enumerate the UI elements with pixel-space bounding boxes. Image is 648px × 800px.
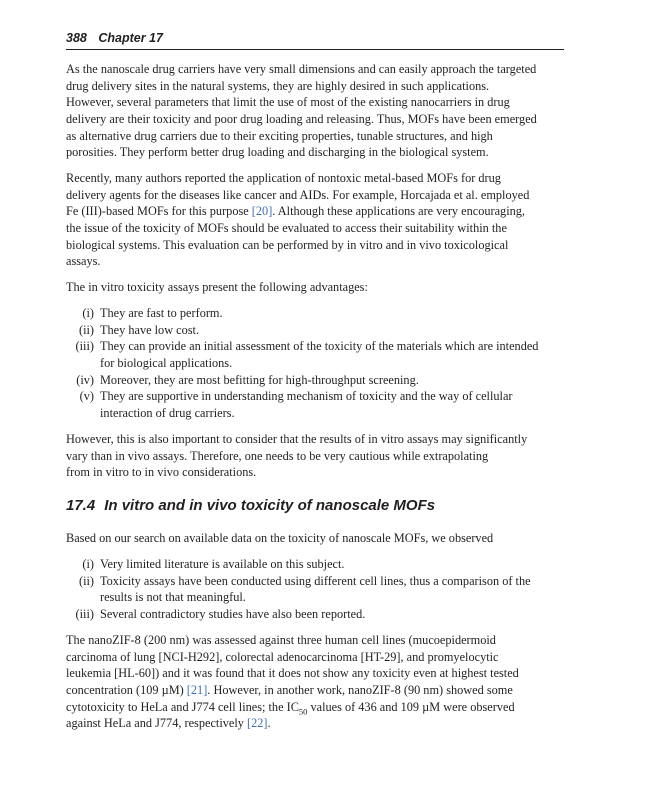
text-line: Based on our search on available data on the toxicity of nanoscale MOFs, we observed [66, 531, 494, 545]
list-text: Moreover, they are most befitting for high-throughput screening. [100, 372, 419, 387]
list-text: They have low cost. [100, 322, 200, 337]
text-fragment: Fe (III)-based MOFs for this purpose [66, 204, 252, 219]
text-fragment: . However, in another work, nanoZIF-8 (90 nm) showed some [207, 683, 513, 698]
subscript: 50 [298, 706, 308, 717]
section-title: In vitro and in vivo toxicity of nanoscale MOFs [104, 497, 436, 514]
observations-list [66, 556, 564, 623]
section-number: 17.4 [66, 497, 96, 514]
list-text: interaction of drug carriers. [100, 406, 235, 421]
list-text: They are supportive in understanding mechanism of toxicity and the way of cellular [100, 389, 513, 404]
text-line [66, 699, 564, 716]
list-item [66, 556, 564, 573]
text-line: delivery are their toxicity and poor drug loading and releasing. Thus, MOFs have been emerged [66, 112, 537, 127]
list-item [66, 388, 564, 421]
text-line: As the nanoscale drug carriers have very small dimensions and can easily approach the targeted [66, 62, 537, 76]
running-head [66, 31, 564, 45]
list-item [66, 573, 564, 606]
citation-link[interactable]: [20] [251, 204, 273, 219]
citation-link[interactable]: [21] [186, 683, 208, 698]
list-number: (v) [79, 389, 94, 404]
list-item [66, 322, 564, 339]
text-line: porosities. They perform better drug loading and discharging in the biological system. [66, 145, 489, 160]
text-line: The nanoZIF-8 (200 nm) was assessed against three human cell lines (mucoepidermoid [66, 633, 496, 647]
list-text: They are fast to perform. [100, 306, 223, 320]
text-line: as alternative drug carriers due to their exciting properties, tunable structures, and high [66, 128, 493, 143]
text-fragment: values of 436 and 109 µM were observed [307, 699, 515, 714]
text-fragment: against HeLa and J774, respectively [66, 716, 247, 731]
list-item [66, 606, 564, 623]
text-line: drug delivery sites in the natural systems, they are highly desired in such applications. [66, 78, 490, 93]
chapter-title: Chapter 17 [98, 31, 163, 45]
paragraph-6 [66, 632, 564, 732]
paragraph-3 [66, 279, 564, 296]
paragraph-2 [66, 170, 564, 270]
list-item [66, 372, 564, 389]
citation-link[interactable]: [22] [246, 716, 268, 731]
paragraph-1 [66, 61, 564, 161]
list-number: (iv) [76, 372, 94, 387]
list-number: (iii) [75, 339, 94, 354]
text-fragment: . [267, 716, 271, 731]
text-fragment: . Although these applications are very encouraging, [272, 204, 525, 219]
header-rule [66, 49, 564, 50]
text-line: However, this is also important to consider that the results of in vitro assays may significantly [66, 432, 528, 446]
text-line: Recently, many authors reported the application of nontoxic metal-based MOFs for drug [66, 171, 501, 185]
list-text: Several contradictory studies have also been reported. [100, 607, 366, 622]
list-number: (i) [82, 557, 94, 571]
list-text: They can provide an initial assessment of the toxicity of the materials which are intended [100, 339, 539, 354]
text-line [66, 203, 564, 220]
list-item [66, 338, 564, 371]
text-line: assays. [66, 254, 101, 269]
text-fragment: concentration (109 µM) [66, 683, 187, 698]
text-line: The in vitro toxicity assays present the following advantages: [66, 280, 368, 294]
list-number: (ii) [78, 573, 94, 588]
text-line [66, 715, 564, 732]
section-heading [66, 497, 564, 514]
text-line: from in vitro to in vivo considerations. [66, 465, 257, 480]
text-line: leukemia [HL-60]) and it was found that it does not show any toxicity even at highest tested [66, 666, 519, 681]
text-line [66, 682, 564, 699]
text-line: However, several parameters that limit the use of most of the existing nanocarriers in drug [66, 95, 510, 110]
text-line: carcinoma of lung [NCI-H292], colorectal adenocarcinoma [HT-29], and promyelocytic [66, 649, 499, 664]
text-line: vary than in vivo assays. Therefore, one needs to be very cautious while extrapolating [66, 448, 489, 463]
text-line: the issue of the toxicity of MOFs should be evaluated to access their suitability within the [66, 221, 507, 236]
list-text: for biological applications. [100, 356, 233, 371]
page-number: 388 [66, 31, 87, 45]
list-number: (i) [82, 306, 94, 320]
list-text: Very limited literature is available on this subject. [100, 557, 345, 571]
paragraph-5 [66, 530, 564, 547]
paragraph-4 [66, 431, 564, 481]
list-text: Toxicity assays have been conducted using different cell lines, thus a comparison of the [100, 573, 531, 588]
list-number: (iii) [75, 607, 94, 622]
advantages-list [66, 305, 564, 422]
list-item [66, 305, 564, 322]
text-line: delivery agents for the diseases like cancer and AIDs. For example, Horcajada et al. employed [66, 187, 530, 202]
text-fragment: cytotoxicity to HeLa and J774 cell lines; the IC [66, 699, 299, 714]
text-line: biological systems. This evaluation can be performed by in vitro and in vivo toxicological [66, 237, 509, 252]
list-number: (ii) [78, 322, 94, 337]
list-text: results is not that meaningful. [100, 590, 246, 605]
